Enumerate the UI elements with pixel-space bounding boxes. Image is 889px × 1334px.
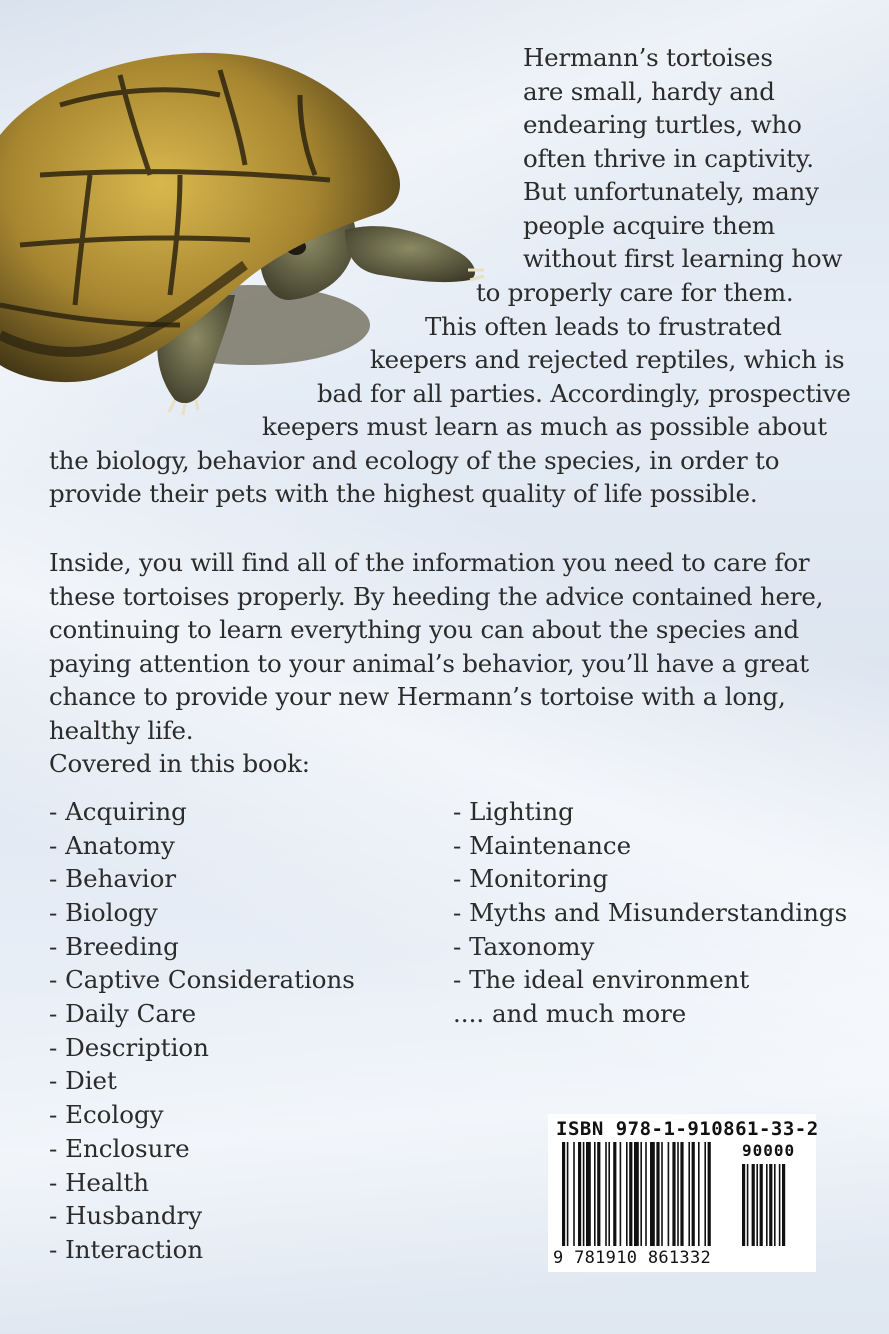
barcode-addon-bar [766, 1164, 768, 1246]
topic-item: - Taxonomy [453, 932, 595, 961]
barcode-addon-bar [747, 1164, 749, 1246]
barcode-bar [677, 1142, 679, 1246]
intro-line-11: bad for all parties. Accordingly, prospective [317, 379, 851, 408]
barcode-bar [626, 1142, 628, 1246]
intro-line-10: keepers and rejected reptiles, which is [370, 345, 845, 374]
barcode-bar [586, 1142, 591, 1246]
barcode-bar [583, 1142, 585, 1246]
intro-line-4: often thrive in captivity. [523, 144, 814, 173]
intro-line-12: keepers must learn as much as possible about [262, 412, 827, 441]
topic-item: - Captive Considerations [49, 965, 355, 994]
intro-line-8: to properly care for them. [476, 278, 794, 307]
intro-line-9: This often leads to frustrated [425, 312, 782, 341]
barcode-addon-bar [779, 1164, 781, 1246]
topic-item: - Breeding [49, 932, 179, 961]
ean-digits: 9 781910 861332 [553, 1248, 712, 1268]
barcode-addon-bar [782, 1164, 785, 1246]
barcode-bar [605, 1142, 607, 1246]
barcode-addon-bar [760, 1164, 763, 1246]
inside-line-5: chance to provide your new Hermann’s tortoise with a long, [49, 682, 786, 711]
isbn-label: ISBN 978-1-910861-33-2 [556, 1118, 819, 1140]
barcode-bar [640, 1142, 642, 1246]
topic-item: - Husbandry [49, 1201, 203, 1230]
barcode-bar [629, 1142, 632, 1246]
barcode-bar [573, 1142, 575, 1246]
barcode-bar [698, 1142, 700, 1246]
intro-line-7: without first learning how [523, 244, 843, 273]
topic-item: - Ecology [49, 1100, 164, 1129]
covered-heading: Covered in this book: [49, 749, 310, 778]
topic-more: .... and much more [453, 999, 687, 1028]
barcode-addon-bar [769, 1164, 772, 1246]
topic-item: - Behavior [49, 864, 177, 893]
barcode-bar [578, 1142, 581, 1246]
topic-item: - Enclosure [49, 1134, 190, 1163]
topic-item: - Acquiring [49, 797, 187, 826]
intro-line-3: endearing turtles, who [523, 110, 802, 139]
barcode-bar [692, 1142, 695, 1246]
barcode-bar [672, 1142, 675, 1246]
barcode-bar [650, 1142, 655, 1246]
topic-item: - The ideal environment [453, 965, 750, 994]
barcode-bar [661, 1142, 663, 1246]
barcode-bar [656, 1142, 659, 1246]
topic-item: - Interaction [49, 1235, 204, 1264]
inside-line-6: healthy life. [49, 716, 194, 745]
topic-item: - Health [49, 1168, 149, 1197]
topic-item: - Description [49, 1033, 209, 1062]
inside-line-1: Inside, you will find all of the information you need to care for [49, 548, 810, 577]
intro-line-6: people acquire them [523, 211, 775, 240]
barcode-bar [594, 1142, 596, 1246]
barcode-addon-bar [752, 1164, 755, 1246]
intro-line-13: the biology, behavior and ecology of the species, in order to [49, 446, 780, 475]
intro-line-14: provide their pets with the highest quality of life possible. [49, 479, 758, 508]
barcode-bar [688, 1142, 690, 1246]
topic-item: - Monitoring [453, 864, 609, 893]
barcode-bar [620, 1142, 622, 1246]
barcode-bar [634, 1142, 639, 1246]
inside-line-2: these tortoises properly. By heeding the advice contained here, [49, 582, 824, 611]
inside-line-3: continuing to learn everything you can about the species and [49, 615, 799, 644]
barcode-bar [645, 1142, 647, 1246]
barcode-bar [708, 1142, 711, 1246]
topic-item: - Lighting [453, 797, 574, 826]
topic-item: - Daily Care [49, 999, 197, 1028]
topic-item: - Anatomy [49, 831, 175, 860]
barcode-bar [567, 1142, 569, 1246]
barcode-addon-bar [742, 1164, 745, 1246]
topic-item: - Maintenance [453, 831, 632, 860]
barcode-icon [562, 1142, 802, 1250]
barcode-bar [668, 1142, 670, 1246]
inside-line-4: paying attention to your animal’s behavior, you’ll have a great [49, 649, 809, 678]
barcode-bar [562, 1142, 565, 1246]
intro-line-5: But unfortunately, many [523, 177, 819, 206]
barcode-bar [613, 1142, 616, 1246]
intro-line-2: are small, hardy and [523, 77, 775, 106]
barcode-bar [597, 1142, 600, 1246]
topic-item: - Myths and Misunderstandings [453, 898, 848, 927]
barcode-addon-bar [774, 1164, 776, 1246]
barcode-addon-bar [756, 1164, 758, 1246]
intro-line-1: Hermann’s tortoises [523, 43, 773, 72]
topic-item: - Diet [49, 1066, 117, 1095]
topic-item: - Biology [49, 898, 158, 927]
price-code: 90000 [742, 1141, 796, 1160]
barcode-bar [704, 1142, 706, 1246]
barcode-bar [608, 1142, 610, 1246]
barcode-bar [680, 1142, 683, 1246]
